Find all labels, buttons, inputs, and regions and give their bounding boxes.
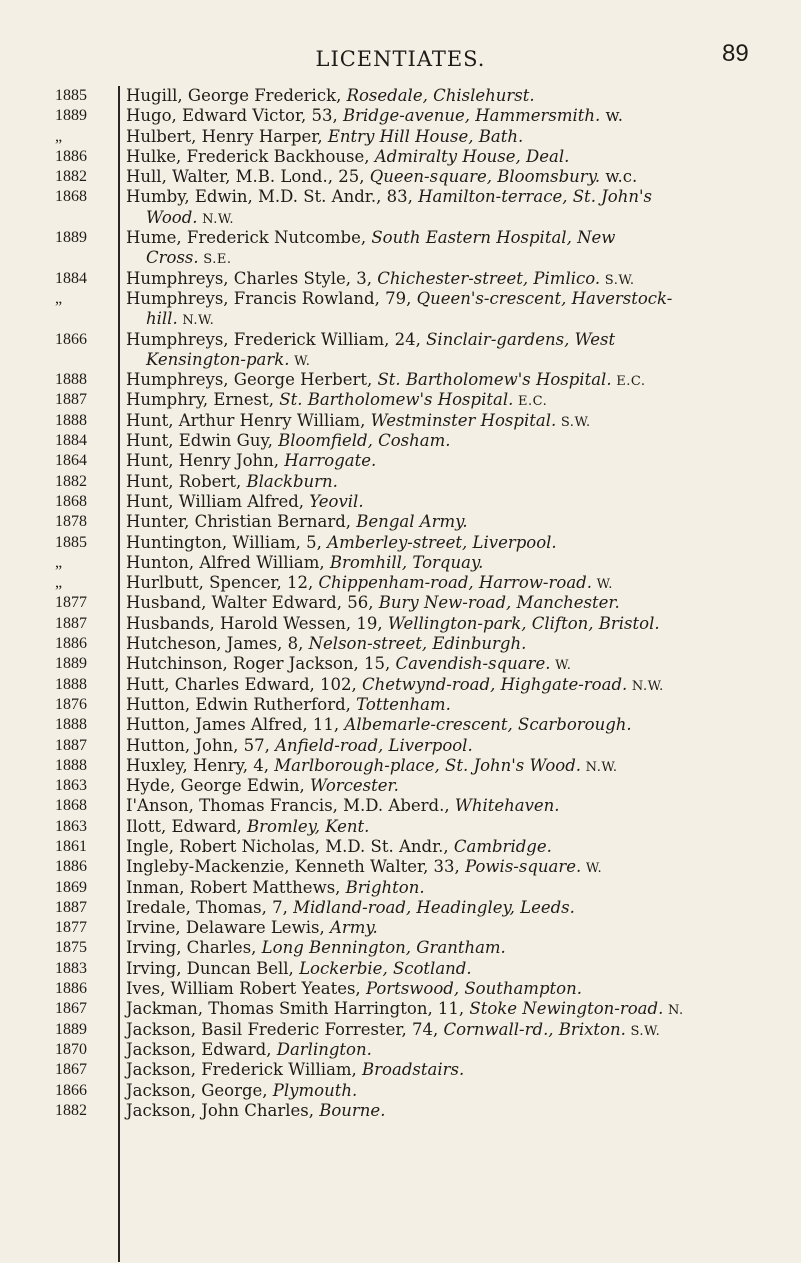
entry-year: 1869 [55,878,87,896]
entry-name: Inman, Robert Matthews, [126,877,346,897]
list-item [0,979,801,999]
entry-text [0,451,801,471]
entry-address: St. Bartholomew's Hospital. [377,370,612,390]
list-item [0,776,801,796]
list-item [0,1060,801,1080]
list-item [0,614,801,634]
entry-year: 1886 [55,635,87,653]
list-item [0,431,801,451]
entry-address: Powis-square. [465,857,582,877]
entry-year: 1882 [55,168,87,186]
entry-year: 1888 [55,716,87,734]
entry-address: Brighton. [345,877,425,897]
postal-district: W. [289,353,311,369]
list-item [0,1040,801,1060]
list-item [0,796,801,816]
entry-year: 1863 [55,777,87,795]
entry-year: 1868 [55,188,87,206]
entry-text [0,654,801,674]
entry-continuation [0,350,801,370]
entry-year: „ [55,289,63,307]
entry-year: 1863 [55,817,87,835]
entry-name: Humby, Edwin, M.D. St. Andr., 83, [126,187,419,207]
entry-text [0,695,801,715]
entry-address: Anfield-road, Liverpool. [275,735,473,755]
entry-name: w. [600,106,623,126]
list-item [0,878,801,898]
entry-address: hill. [146,309,178,329]
entry-text [0,898,801,918]
entry-text [0,167,801,187]
entry-year: 1886 [55,147,87,165]
entry-name: Jackman, Thomas Smith Harrington, 11, [126,999,470,1019]
entry-address: Yeovil. [309,491,364,511]
entry-year: 1889 [55,229,87,247]
postal-district: E.C. [513,394,548,410]
list-item [0,634,801,654]
entry-text [0,533,801,553]
entry-text [0,736,801,756]
postal-district: S.E. [198,252,232,268]
entry-text [0,1040,801,1060]
entry-address: Darlington. [276,1039,372,1059]
entry-address: South Eastern Hospital, New [371,228,616,248]
list-item [0,736,801,756]
entry-name: Iredale, Thomas, 7, [126,897,294,917]
entry-year: 1887 [55,736,87,754]
entry-address: Sinclair-gardens, West [426,329,616,349]
entry-year: 1868 [55,492,87,510]
entry-name: Hume, Frederick Nutcombe, [126,228,372,248]
entry-year: 1888 [55,371,87,389]
list-item [0,918,801,938]
entry-name: Ingleby-Mackenzie, Kenneth Walter, 33, [126,857,466,877]
entry-name: Irvine, Delaware Lewis, [126,918,330,938]
entry-address: Plymouth. [272,1080,358,1100]
entry-address: Bury New-road, Manchester. [378,593,620,613]
entry-address: Stoke Newington-road. [469,999,664,1019]
entry-text [0,1081,801,1101]
entry-address: Cambridge. [453,836,552,856]
entry-year: 1886 [55,858,87,876]
entry-address: Bridge-avenue, Hammersmith. [343,106,601,126]
postal-district: E.C. [611,374,646,390]
entry-name: Ives, William Robert Yeates, [126,979,366,999]
entry-name: Hull, Walter, M.B. Lond., 25, [126,167,370,187]
entry-name: Ingle, Robert Nicholas, M.D. St. Andr., [126,836,454,856]
entry-name: Husbands, Harold Wessen, 19, [126,613,388,633]
list-item [0,1081,801,1101]
list-item [0,938,801,958]
licentiates-list [0,86,801,1121]
entry-name: Jackson, George, [126,1080,273,1100]
entry-year: 1877 [55,919,87,937]
entry-year: 1887 [55,391,87,409]
entry-address: Blackburn. [246,471,338,491]
entry-year: 1889 [55,655,87,673]
entry-year: 1889 [55,107,87,125]
list-item [0,289,801,330]
entry-address: Long Bennington, Grantham. [261,938,506,958]
entry-name: Humphry, Ernest, [126,390,280,410]
entry-year: 1875 [55,939,87,957]
entry-year: „ [55,553,63,571]
entry-address: Cavendish-square. [395,654,551,674]
entry-address: Broadstairs. [362,1060,465,1080]
entry-year: 1887 [55,614,87,632]
entry-text [0,1020,801,1040]
entry-text [0,431,801,451]
entry-name: I'Anson, Thomas Francis, M.D. Aberd., [126,796,455,816]
entry-text [0,837,801,857]
list-item [0,167,801,187]
entry-text [0,289,801,309]
entry-year: 1887 [55,898,87,916]
entry-address: Hamilton-terrace, St. John's [418,187,652,207]
entry-year: 1889 [55,1020,87,1038]
entry-address: Harrogate. [284,451,377,471]
entry-year: 1886 [55,980,87,998]
entry-address: Kensington-park. [146,349,290,369]
entry-name: Humphreys, George Herbert, [126,370,378,390]
list-item [0,512,801,532]
entry-year: 1867 [55,1061,87,1079]
entry-text [0,370,801,390]
postal-district: N. [663,1003,684,1019]
entry-year: 1884 [55,432,87,450]
entry-text [0,959,801,979]
entry-address: Entry Hill House, Bath. [327,126,524,146]
entry-address: Wood. [146,207,198,227]
entry-address: Midland-road, Headingley, Leeds. [293,897,575,917]
entry-name: Hutton, James Alfred, 11, [126,715,345,735]
entry-name: Hutt, Charles Edward, 102, [126,674,362,694]
entry-text [0,776,801,796]
entry-text [0,918,801,938]
entry-address: Albemarle-crescent, Scarborough. [344,715,632,735]
entry-name: Humphreys, Francis Rowland, 79, [126,288,417,308]
entry-address: Whitehaven. [454,796,560,816]
entry-name: Hulbert, Henry Harper, [126,126,328,146]
entry-continuation [0,208,801,228]
entry-text [0,147,801,167]
entry-text [0,634,801,654]
entry-year: 1888 [55,411,87,429]
entry-name: Humphreys, Charles Style, 3, [126,268,378,288]
entry-year: 1861 [55,837,87,855]
list-item [0,187,801,228]
entry-address: Admiralty House, Deal. [374,146,570,166]
postal-district: N.W. [177,313,215,329]
entry-text [0,878,801,898]
entry-year: 1878 [55,513,87,531]
entry-name: Jackson, Frederick William, [126,1060,363,1080]
entry-address: Tottenham. [356,694,451,714]
entry-address: Chippenham-road, Harrow-road. [318,573,592,593]
entry-name: Huxley, Henry, 4, [126,755,275,775]
entry-text [0,938,801,958]
entry-name: Hugo, Edward Victor, 53, [126,106,344,126]
entry-name: Huntington, William, 5, [126,532,328,552]
list-item [0,959,801,979]
entry-address: Marlborough-place, St. John's Wood. [274,755,582,775]
entry-name: Irving, Duncan Bell, [126,958,300,978]
entry-year: 1877 [55,594,87,612]
entry-address: Bromley, Kent. [247,816,370,836]
entry-address: Westminster Hospital. [370,410,557,430]
entry-year: 1876 [55,695,87,713]
entry-name: Hyde, George Edwin, [126,776,310,796]
entry-text [0,512,801,532]
entry-year: „ [55,127,63,145]
list-item [0,147,801,167]
list-item [0,411,801,431]
entry-text [0,127,801,147]
entry-name: Hugill, George Frederick, [126,86,347,105]
entry-name: Jackson, John Charles, [126,1100,320,1120]
entry-address: Chichester-street, Pimlico. [377,268,601,288]
postal-district: S.W. [625,1023,661,1039]
list-item [0,472,801,492]
entry-name: Husband, Walter Edward, 56, [126,593,379,613]
entry-year: 1864 [55,452,87,470]
entry-text [0,999,801,1019]
list-item [0,492,801,512]
list-item [0,533,801,553]
entry-name: Hutton, Edwin Rutherford, [126,694,357,714]
entry-text [0,187,801,207]
entry-text [0,796,801,816]
entry-year: 1868 [55,797,87,815]
entry-address: Rosedale, Chislehurst. [346,86,535,105]
entry-name: Hutchinson, Roger Jackson, 15, [126,654,396,674]
entry-year: 1882 [55,1101,87,1119]
entry-text [0,228,801,248]
list-item [0,269,801,289]
entry-text [0,614,801,634]
entry-text [0,269,801,289]
entry-text [0,472,801,492]
list-item [0,1020,801,1040]
entry-year: 1866 [55,1081,87,1099]
entry-address: Lockerbie, Scotland. [299,958,472,978]
entry-text [0,675,801,695]
list-item [0,898,801,918]
entry-text [0,593,801,613]
entry-name: Hulke, Frederick Backhouse, [126,146,375,166]
entry-year: 1885 [55,87,87,104]
entry-text [0,411,801,431]
list-item [0,695,801,715]
entry-year: 1867 [55,1000,87,1018]
list-item [0,675,801,695]
entry-text [0,1060,801,1080]
entry-text [0,553,801,573]
entry-name: w.c. [600,167,638,187]
entry-address: Bourne. [319,1100,386,1120]
entry-text [0,330,801,350]
postal-district: W. [581,861,603,877]
list-item [0,573,801,593]
entry-text [0,390,801,410]
entry-name: Hunt, Edwin Guy, [126,431,279,451]
entry-name: Hunton, Alfred William, [126,552,330,572]
entry-address: Wellington-park, Clifton, Bristol. [387,613,660,633]
list-item [0,715,801,735]
entry-name: Hunter, Christian Bernard, [126,512,357,532]
postal-district: N.W. [197,211,235,227]
entry-name: Hunt, Arthur Henry William, [126,410,371,430]
entry-address: Nelson-street, Edinburgh. [308,634,527,654]
list-item [0,756,801,776]
list-item [0,857,801,877]
list-item [0,999,801,1019]
entry-name: Irving, Charles, [126,938,262,958]
entry-address: Amberley-street, Liverpool. [327,532,557,552]
entry-name: Hunt, William Alfred, [126,491,310,511]
list-item [0,370,801,390]
entry-name: Hunt, Henry John, [126,451,285,471]
entry-name: Humphreys, Frederick William, 24, [126,329,427,349]
entry-address: Bloomfield, Cosham. [278,431,451,451]
postal-district: W. [591,577,613,593]
entry-year: 1888 [55,675,87,693]
postal-district: S.W. [600,272,635,288]
list-item [0,593,801,613]
entry-address: Army. [329,918,378,938]
entry-year: „ [55,574,63,592]
entry-name: Hutton, John, 57, [126,735,276,755]
entry-text [0,756,801,776]
entry-year: 1888 [55,756,87,774]
list-item [0,837,801,857]
entry-text [0,86,801,106]
entry-name: Jackson, Edward, [126,1039,277,1059]
entry-name: Jackson, Basil Frederic Forrester, 74, [126,1019,444,1039]
entry-name: Hutcheson, James, 8, [126,634,309,654]
entry-address: Cross. [146,248,199,268]
postal-district: N.W. [581,759,618,775]
entry-year: 1883 [55,959,87,977]
list-item [0,817,801,837]
entry-address: Cornwall-rd., Brixton. [443,1019,626,1039]
entry-text [0,492,801,512]
list-item [0,106,801,126]
list-item [0,228,801,269]
entry-year: 1885 [55,533,87,551]
entry-year: 1870 [55,1040,87,1058]
entry-text [0,979,801,999]
entry-address: Bromhill, Torquay. [329,552,484,572]
entry-name: Hurlbutt, Spencer, 12, [126,573,319,593]
entry-address: Chetwynd-road, Highgate-road. [362,674,628,694]
entry-address: Queen's-crescent, Haverstock- [416,288,673,308]
running-header: LICENTIATES. [315,47,486,71]
entry-year: 1882 [55,472,87,490]
entry-address: St. Bartholomew's Hospital. [279,390,514,410]
entry-text [0,817,801,837]
entry-text [0,857,801,877]
page-number: 89 [722,40,749,67]
entry-address: Bengal Army. [356,512,468,532]
list-item [0,127,801,147]
entry-year: 1884 [55,269,87,287]
list-item [0,1101,801,1121]
entry-name: Hunt, Robert, [126,471,247,491]
list-item [0,553,801,573]
list-item [0,390,801,410]
entry-address: Worcester. [310,776,399,796]
list-item [0,330,801,371]
entry-address: Queen-square, Bloomsbury. [369,167,601,187]
postal-district: N.W. [627,678,664,694]
postal-district: S.W. [556,414,591,430]
entry-address: Portswood, Southampton. [365,979,582,999]
entry-year: 1866 [55,330,87,348]
list-item [0,451,801,471]
entry-continuation [0,309,801,329]
entry-text [0,715,801,735]
entry-continuation [0,248,801,268]
entry-text [0,106,801,126]
entry-text [0,1101,801,1121]
entry-name: Ilott, Edward, [126,816,247,836]
postal-district: W. [550,658,572,674]
entry-text [0,573,801,593]
list-item [0,86,801,106]
list-item [0,654,801,674]
